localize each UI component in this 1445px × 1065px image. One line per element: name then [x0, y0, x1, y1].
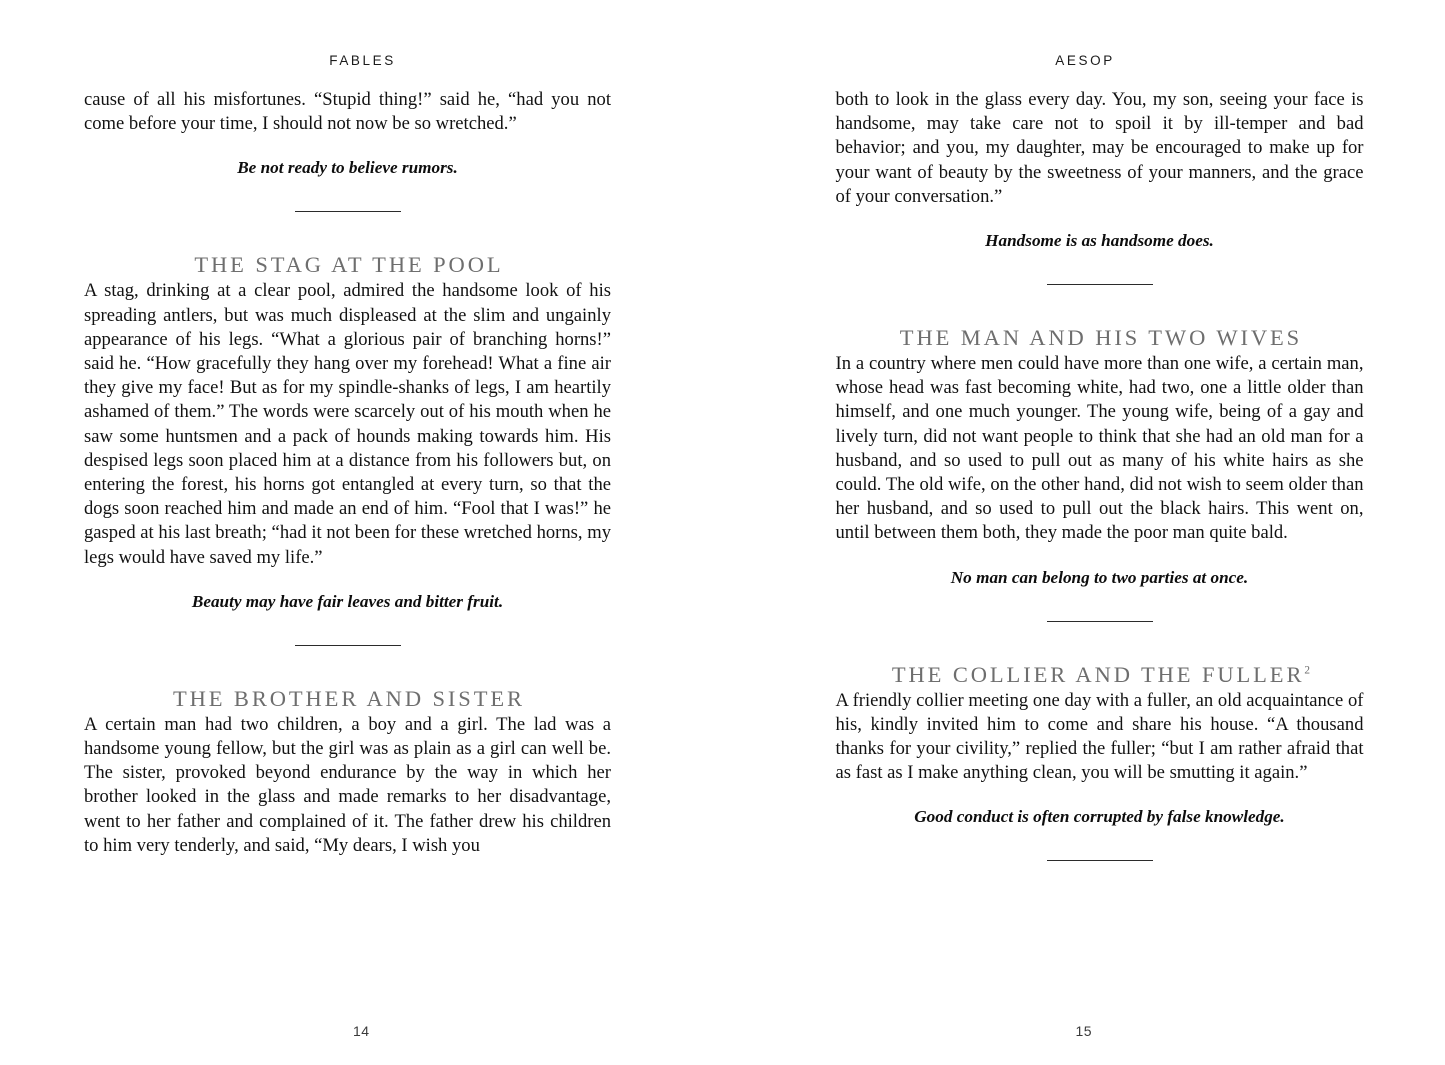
body-paragraph: A certain man had two children, a boy and a girl. The lad was a handsome young fellow, but the girl was as plain as a girl can well be. The sister, provoked beyond endurance by the way in which her brother looked in the glass and made remarks to her disadvantage, went to her father and complained of it. The father drew his children to him very tenderly, and said, “My dears, I wish you: [84, 713, 611, 856]
fable-title: [836, 324, 1364, 352]
footnote-marker[interactable]: 2: [1304, 664, 1310, 677]
left-page-text-column: [84, 88, 611, 858]
section-divider-rule: [1047, 621, 1153, 622]
section-divider-rule: [295, 211, 401, 212]
body-paragraph: A stag, drinking at a clear pool, admired the handsome look of his spreading antlers, but was much displeased at the slim and ungainly appearance of his legs. “What a glorious pair of branching horns!” said he. “How gracefully they hang over my forehead! What a fine air they give my face! But as for my spindle-shanks of legs, I am heartily ashamed of them.” The words were scarcely out of his mouth when he saw some huntsmen and a pack of hounds making towards him. His despised legs soon placed him at a distance from his followers but, on entering the forest, his horns got entangled at every turn, so that the dogs soon reached him and made an end of him. “Fool that I was!” he gasped at his last breath; “had it not been for these wretched horns, my legs would have saved my life.”: [84, 280, 611, 568]
running-head-right: AESOP: [1055, 53, 1115, 68]
page-number-right: 15: [1075, 1023, 1093, 1039]
right-page: [723, 0, 1445, 1065]
body-paragraph: both to look in the glass every day. You, my son, seeing your face is handsome, may take care not to spoil it by ill-temper and bad behavior; and you, my daughter, may be encouraged to make up for your want of beauty by the sweetness of your manners, and the grace of your conversation.”: [835, 89, 1364, 207]
section-divider-rule: [295, 645, 401, 646]
body-paragraph: In a country where men could have more than one wife, a certain man, whose head was fast becoming white, had two, one a little older than himself, and one much younger. The young wife, being of a gay and lively turn, did not want people to think that she had an old man for a husband, and so used to pull out as many of his white hairs as she could. The old wife, on the other hand, did not wish to seem older than her husband, and so used to pull out the black hairs. This went on, until between them both, they made the poor man quite bald.: [835, 353, 1364, 544]
fable-title: [84, 251, 611, 279]
fable-title-label: THE BROTHER AND SISTER: [172, 685, 525, 711]
fable-title: [836, 661, 1364, 689]
fable-moral: No man can belong to two parties at once.: [950, 567, 1249, 587]
fable-moral: Beauty may have fair leaves and bitter fruit.: [191, 591, 504, 611]
body-paragraph: A friendly collier meeting one day with a fuller, an old acquaintance of his, kindly invited him to come and share his house. “A thousand thanks for your civility,” replied the fuller; “but I am rather afraid that as fast as I make anything clean, you will be smutting it again.”: [835, 689, 1364, 784]
fable-title-label: THE MAN AND HIS TWO WIVES: [899, 325, 1303, 351]
fable-title-label: THE STAG AT THE POOL: [194, 252, 504, 278]
section-divider-rule: [1047, 284, 1153, 285]
page-number-left: 14: [352, 1023, 370, 1039]
fable-moral: Good conduct is often corrupted by false knowledge.: [914, 807, 1285, 827]
right-page-text-column: [836, 88, 1364, 861]
running-head-left: FABLES: [329, 53, 396, 68]
fable-title: [84, 685, 611, 713]
section-divider-rule: [1047, 860, 1153, 861]
fable-moral: Be not ready to believe rumors.: [237, 158, 458, 178]
fable-moral: Handsome is as handsome does.: [985, 231, 1214, 251]
body-paragraph: cause of all his misfortunes. “Stupid thing!” said he, “had you not come before your time, I should not now be so wretched.”: [84, 89, 611, 135]
fable-title-label: THE COLLIER AND THE FULLER: [891, 661, 1305, 687]
